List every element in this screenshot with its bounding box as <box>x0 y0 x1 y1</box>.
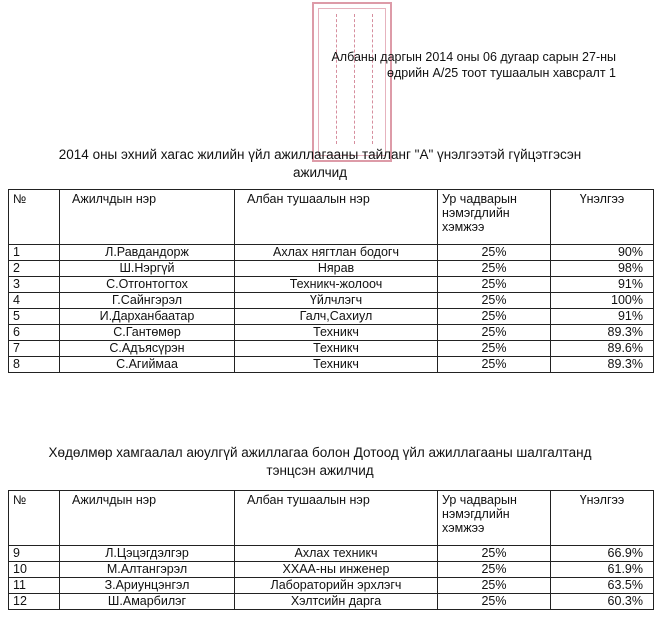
cell-no: 8 <box>9 357 60 373</box>
header-performance: Ур чадварын нэмэгдлийн хэмжээ <box>438 190 551 245</box>
cell-name: Ш.Нэргүй <box>60 261 235 277</box>
cell-position: Техникч <box>235 357 438 373</box>
cell-no: 2 <box>9 261 60 277</box>
table-row <box>9 341 654 357</box>
cell-name: З.Ариунцэнгэл <box>60 578 235 594</box>
table-row <box>9 594 654 610</box>
table-header-row <box>9 491 654 546</box>
header-no: № <box>9 491 60 546</box>
section1-title <box>20 146 620 182</box>
cell-no: 3 <box>9 277 60 293</box>
cell-position: Үйлчлэгч <box>235 293 438 309</box>
table-row <box>9 546 654 562</box>
cell-performance: 25% <box>438 578 551 594</box>
section1-title-line2: ажилчид <box>292 165 348 180</box>
section2-table <box>8 490 654 610</box>
table-row <box>9 309 654 325</box>
cell-no: 6 <box>9 325 60 341</box>
cell-score: 63.5% <box>551 578 654 594</box>
cell-name: С.Гантөмөр <box>60 325 235 341</box>
header-no: № <box>9 190 60 245</box>
cell-no: 12 <box>9 594 60 610</box>
cell-no: 5 <box>9 309 60 325</box>
cell-performance: 25% <box>438 594 551 610</box>
cell-score: 60.3% <box>551 594 654 610</box>
cell-score: 66.9% <box>551 546 654 562</box>
section1-table <box>8 189 654 373</box>
section2-title <box>20 444 620 480</box>
order-note-line2: өдрийн А/25 тоот тушаалын хавсралт 1 <box>387 66 616 80</box>
cell-performance: 25% <box>438 357 551 373</box>
cell-performance: 25% <box>438 293 551 309</box>
cell-no: 1 <box>9 245 60 261</box>
section1-title-line1: 2014 оны эхний хагас жилийн үйл ажиллагааны тайланг "А" үнэлгээтэй гүйцэтгэсэн <box>58 147 582 162</box>
header-name: Ажилчдын нэр <box>60 190 235 245</box>
cell-name: Ш.Амарбилэг <box>60 594 235 610</box>
cell-position: Галч,Сахиул <box>235 309 438 325</box>
cell-performance: 25% <box>438 562 551 578</box>
header-position: Албан тушаалын нэр <box>235 190 438 245</box>
header-position: Албан тушаалын нэр <box>235 491 438 546</box>
cell-score: 89.6% <box>551 341 654 357</box>
cell-name: С.Агиймаа <box>60 357 235 373</box>
cell-position: Ахлах техникч <box>235 546 438 562</box>
header-performance: Ур чадварын нэмэгдлийн хэмжээ <box>438 491 551 546</box>
cell-performance: 25% <box>438 325 551 341</box>
cell-no: 10 <box>9 562 60 578</box>
cell-score: 98% <box>551 261 654 277</box>
cell-score: 90% <box>551 245 654 261</box>
cell-position: Техникч-жолооч <box>235 277 438 293</box>
cell-score: 91% <box>551 277 654 293</box>
table-row <box>9 325 654 341</box>
cell-name: Л.Цэцэгдэлгэр <box>60 546 235 562</box>
cell-performance: 25% <box>438 261 551 277</box>
cell-score: 89.3% <box>551 325 654 341</box>
cell-no: 4 <box>9 293 60 309</box>
cell-position: Хэлтсийн дарга <box>235 594 438 610</box>
cell-name: С.Отгонтогтох <box>60 277 235 293</box>
table-row <box>9 245 654 261</box>
cell-position: Техникч <box>235 325 438 341</box>
cell-name: Л.Равдандорж <box>60 245 235 261</box>
cell-position: Техникч <box>235 341 438 357</box>
table-row <box>9 293 654 309</box>
cell-performance: 25% <box>438 245 551 261</box>
cell-no: 9 <box>9 546 60 562</box>
cell-name: И.Дарханбаатар <box>60 309 235 325</box>
table-row <box>9 277 654 293</box>
table-row <box>9 562 654 578</box>
cell-position: Ахлах нягтлан бодогч <box>235 245 438 261</box>
official-stamp <box>312 2 392 162</box>
cell-no: 7 <box>9 341 60 357</box>
cell-score: 100% <box>551 293 654 309</box>
cell-position: ХХАА-ны инженер <box>235 562 438 578</box>
cell-performance: 25% <box>438 277 551 293</box>
cell-name: С.Адъясүрэн <box>60 341 235 357</box>
order-note-line1: Албаны даргын 2014 оны 06 дугаар сарын 27-ны <box>331 50 616 64</box>
cell-name: Г.Сайнгэрэл <box>60 293 235 309</box>
header-score: Үнэлгээ <box>551 190 654 245</box>
cell-position: Нярав <box>235 261 438 277</box>
table-row <box>9 578 654 594</box>
cell-score: 61.9% <box>551 562 654 578</box>
cell-no: 11 <box>9 578 60 594</box>
cell-performance: 25% <box>438 309 551 325</box>
order-attachment-note <box>310 49 616 81</box>
header-name: Ажилчдын нэр <box>60 491 235 546</box>
cell-position: Лабораторийн эрхлэгч <box>235 578 438 594</box>
section2-title-line1: Хөдөлмөр хамгаалал аюулгүй ажиллагаа болон Дотоод үйл ажиллагааны шалгалтанд <box>48 445 592 460</box>
table-header-row <box>9 190 654 245</box>
table-row <box>9 357 654 373</box>
cell-name: М.Алтангэрэл <box>60 562 235 578</box>
cell-score: 91% <box>551 309 654 325</box>
cell-performance: 25% <box>438 546 551 562</box>
table-row <box>9 261 654 277</box>
cell-performance: 25% <box>438 341 551 357</box>
section2-title-line2: тэнцсэн ажилчид <box>266 463 374 478</box>
cell-score: 89.3% <box>551 357 654 373</box>
header-score: Үнэлгээ <box>551 491 654 546</box>
